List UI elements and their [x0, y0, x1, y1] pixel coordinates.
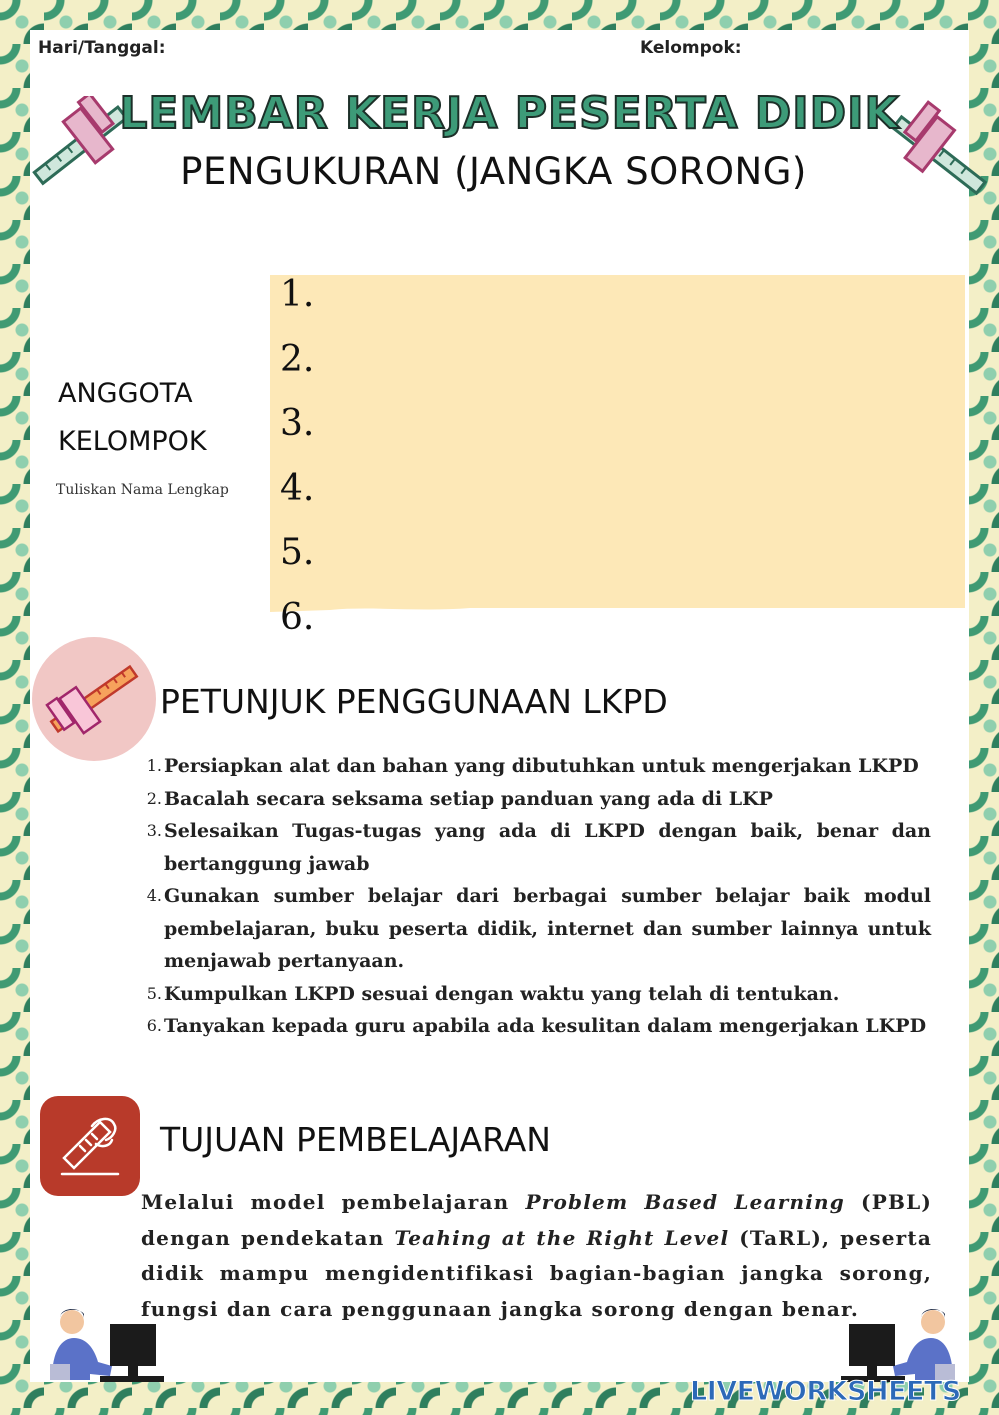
list-item-number: 5. [146, 983, 162, 1003]
members-number-list [280, 268, 314, 655]
list-item [140, 783, 931, 816]
caliper-hand-icon [40, 1096, 140, 1196]
member-number: 5. [280, 532, 315, 573]
learning-model: Problem Based Learning [525, 1190, 845, 1214]
list-item-number: 3. [146, 821, 162, 840]
list-item-text: Bacalah secara seksama setiap panduan yang ada di LKP [164, 787, 773, 810]
caliper-icon [32, 637, 156, 761]
objective-badge [40, 1096, 140, 1196]
student-computer-icon [40, 1304, 165, 1386]
list-item-text: Kumpulkan LKPD sesuai dengan waktu yang telah di tentukan. [164, 982, 840, 1005]
list-item-number: 1. [146, 756, 162, 775]
worksheet-subtitle: PENGUKURAN (JANGKA SORONG) [180, 150, 807, 193]
member-number: 6. [280, 596, 315, 638]
members-note-area[interactable] [270, 275, 965, 608]
list-item-text: Gunakan sumber belajar dari berbagai sumber belajar baik modul pembelajaran, buku peserta didik, internet dan sumber lainnya untuk menjawab pertanyaan. [164, 885, 931, 972]
group-label: Kelompok: [640, 38, 742, 58]
watermark-text: LIVEWORKSHEETS [690, 1376, 961, 1407]
list-item-text: Persiapkan alat dan bahan yang dibutuhkan untuk mengerjakan LKPD [164, 755, 919, 777]
instructions-title: PETUNJUK PENGGUNAAN LKPD [160, 682, 668, 721]
list-item [140, 978, 931, 1011]
list-item-text: Tanyakan kepada guru apabila ada kesulitan dalam mengerjakan LKPD [164, 1015, 927, 1037]
objective-text [141, 1185, 932, 1327]
members-hint: Tuliskan Nama Lengkap [56, 482, 229, 498]
instructions-badge [32, 637, 156, 761]
list-item-number: 2. [146, 788, 162, 808]
instructions-list [140, 750, 931, 1043]
worksheet-title: LEMBAR KERJA PESERTA DIDIK [119, 88, 900, 139]
student-computer-icon [840, 1304, 965, 1386]
list-item-text: Selesaikan Tugas-tugas yang ada di LKPD dengan baik, benar dan bertanggung jawab [164, 820, 931, 875]
list-item [140, 815, 931, 880]
objective-text-part: Melalui model pembelajaran [141, 1190, 526, 1214]
member-number: 2. [280, 338, 315, 380]
objective-text-part: (PBL) dengan pendekatan [141, 1190, 932, 1250]
members-heading [58, 370, 207, 466]
members-heading-line2: KELOMPOK [58, 426, 207, 457]
date-label: Hari/Tanggal: [38, 38, 166, 58]
member-number: 4. [280, 467, 315, 509]
list-item-number: 4. [146, 886, 162, 905]
note-torn-edge [270, 590, 965, 620]
objective-title: TUJUAN PEMBELAJARAN [160, 1120, 551, 1159]
list-item [140, 880, 931, 978]
list-item [140, 1010, 931, 1043]
liveworksheets-watermark [690, 1376, 990, 1406]
member-number: 1. [280, 274, 315, 315]
list-item-number: 6. [146, 1016, 162, 1035]
learning-approach: Teahing at the Right Level [394, 1225, 730, 1250]
list-item [140, 750, 931, 783]
members-heading-line1: ANGGOTA [58, 378, 193, 409]
member-number: 3. [280, 403, 315, 444]
objective-text-part: (TaRL), peserta didik mampu mengidentifikasi bagian-bagian jangka sorong, fungsi dan cara penggunaan jangka sorong dengan benar. [141, 1225, 932, 1321]
